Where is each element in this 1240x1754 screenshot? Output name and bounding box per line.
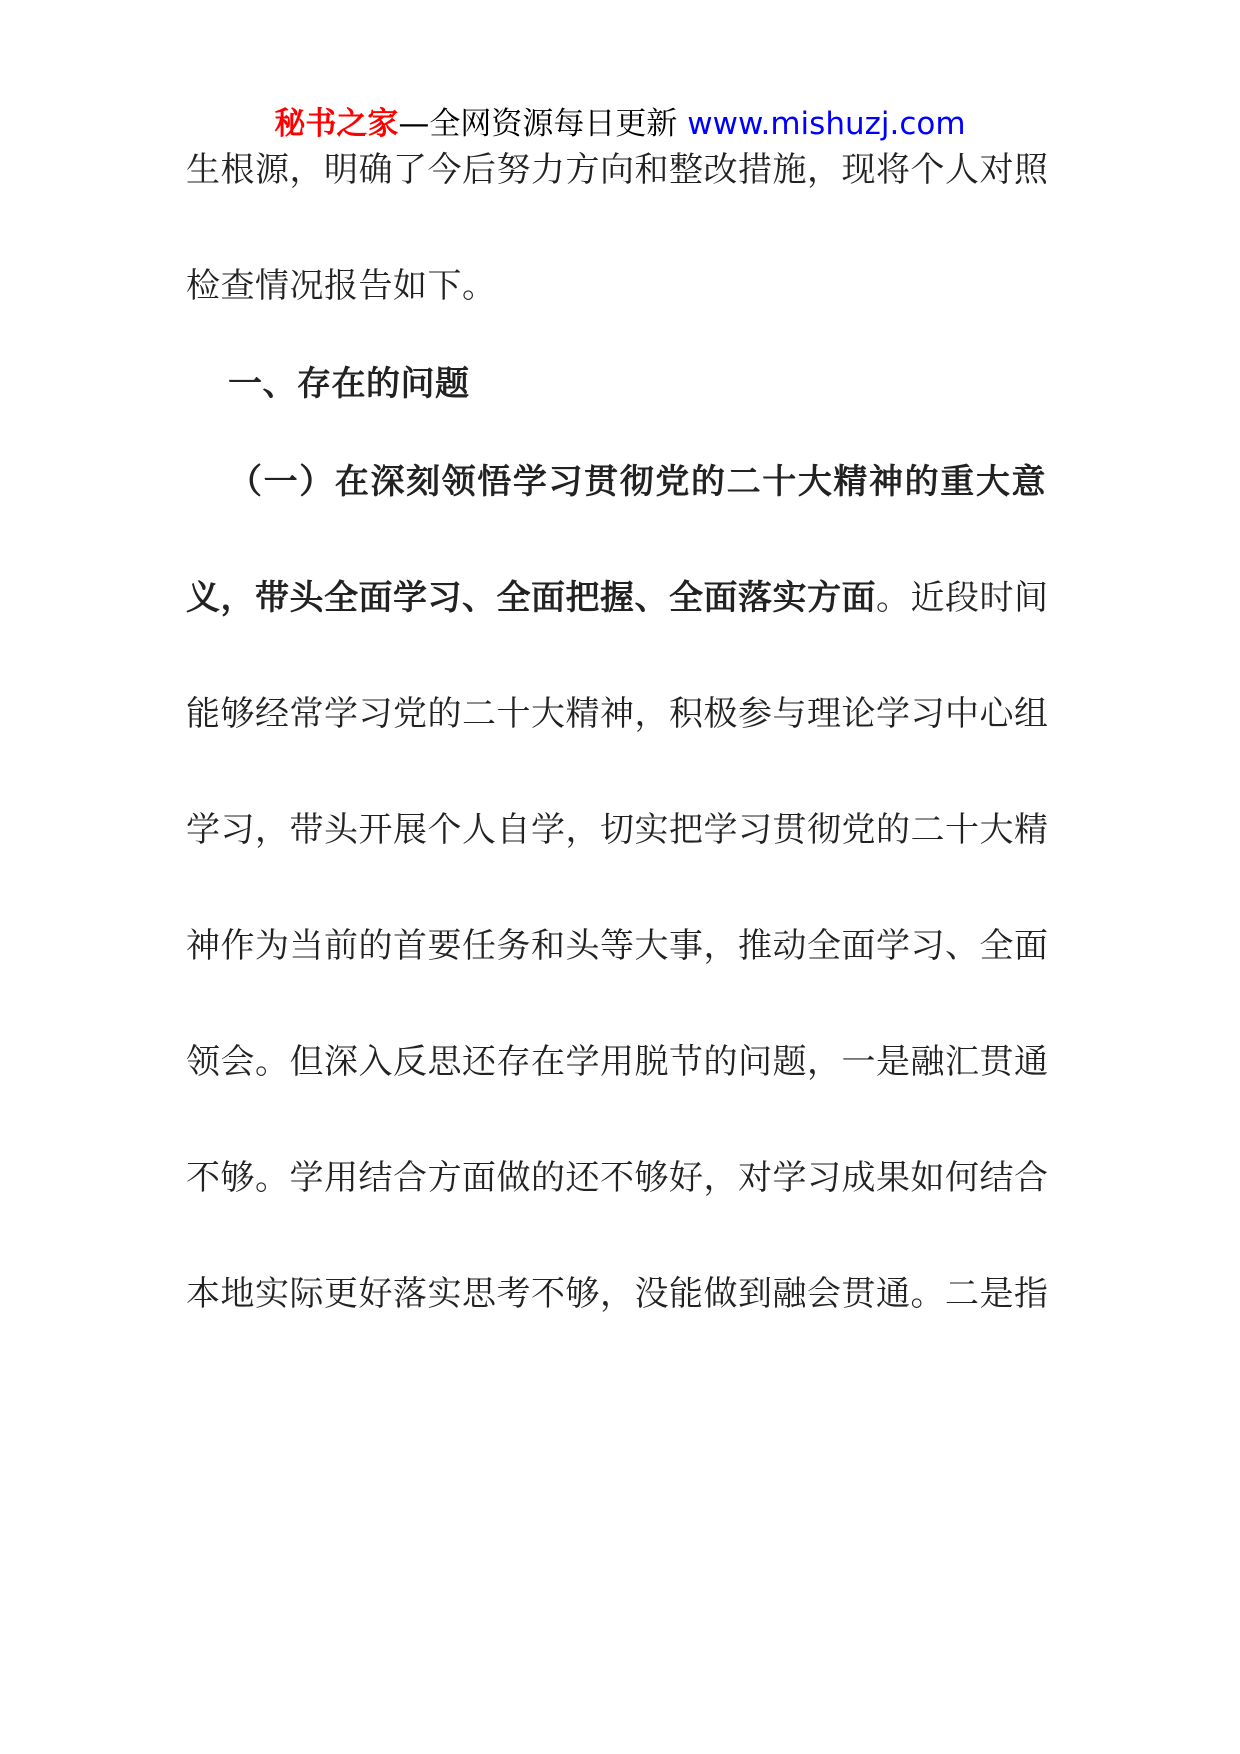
paragraph-line: 生根源，明确了今后努力方向和整改措施，现将个人对照 bbox=[186, 150, 1049, 190]
brand-name: 秘书之家 bbox=[274, 106, 399, 142]
paragraph-line: 不够。学用结合方面做的还不够好，对学习成果如何结合 bbox=[186, 1158, 1049, 1198]
subsection-heading: （一）在深刻领悟学习贯彻党的二十大精神的重大意 bbox=[228, 462, 1046, 502]
paragraph-line: 神作为当前的首要任务和头等大事，推动全面学习、全面 bbox=[186, 926, 1049, 966]
paragraph-line: 学习，带头开展个人自学，切实把学习贯彻党的二十大精 bbox=[186, 810, 1049, 850]
page-header bbox=[0, 100, 1240, 148]
subsection-heading-continued: 义，带头全面学习、全面把握、全面落实方面 bbox=[186, 578, 876, 618]
header-url-link[interactable]: www.mishuzj.com bbox=[687, 106, 966, 142]
paragraph-line: 能够经常学习党的二十大精神，积极参与理论学习中心组 bbox=[186, 694, 1049, 734]
paragraph-line: 检查情况报告如下。 bbox=[186, 266, 497, 306]
paragraph-line bbox=[186, 574, 1049, 622]
header-tagline: —全网资源每日更新 bbox=[398, 106, 678, 142]
paragraph-line: 本地实际更好落实思考不够，没能做到融会贯通。二是指 bbox=[186, 1274, 1049, 1314]
section-heading: 一、存在的问题 bbox=[228, 364, 470, 404]
paragraph-text: 。近段时间 bbox=[876, 578, 1049, 618]
paragraph-line: 领会。但深入反思还存在学用脱节的问题，一是融汇贯通 bbox=[186, 1042, 1049, 1082]
